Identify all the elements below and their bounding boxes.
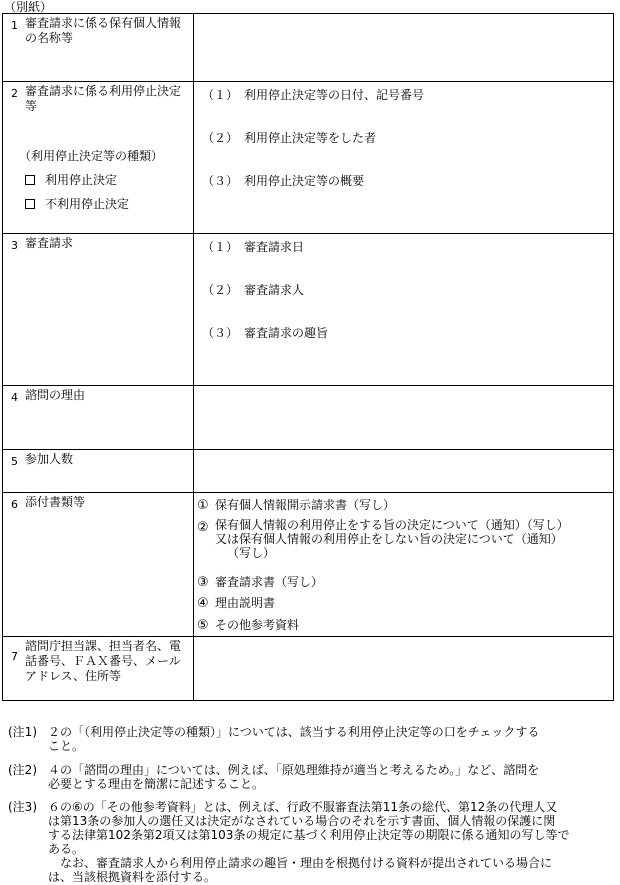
row-1-value-cell[interactable]	[194, 14, 614, 82]
attachment-item: ① 保有個人情報開示請求書（写し）	[197, 498, 396, 513]
row-label: 諮問庁担当課、担当者名、電話番号、ＦＡＸ番号、メールアドレス、住所等	[25, 639, 182, 683]
decision-item: （３） 利用停止決定等の概要	[202, 174, 365, 188]
checkbox-icon[interactable]	[25, 199, 35, 209]
row-document-name	[3, 14, 614, 82]
row-number: 5	[11, 455, 18, 468]
checkbox-icon[interactable]	[25, 175, 35, 185]
decision-types-heading: （利用停止決定等の種類）	[19, 149, 164, 163]
row-request	[3, 234, 614, 386]
row-number: 7	[11, 650, 18, 663]
row-7-value-cell[interactable]	[194, 637, 614, 701]
note-label: (注1)	[8, 725, 37, 739]
row-4-label-cell	[3, 386, 194, 450]
row-1-label-cell	[3, 14, 194, 82]
row-number: 4	[11, 391, 18, 404]
row-reason	[3, 386, 614, 450]
note-text: ４の「諮問の理由」については、例えば、「原処理維持が適当と考えるため。」など、諮問を 必要とする理由を簡潔に記述すること。	[48, 763, 540, 791]
request-item: （２） 審査請求人	[202, 283, 305, 297]
attachment-item: ② 保有個人情報の利用停止をする旨の決定について（通知）（写し）	[197, 518, 569, 535]
attachment-item: ④ 理由説明書	[197, 596, 276, 611]
row-label: 添付書類等	[25, 495, 86, 509]
row-2-value-cell[interactable]	[194, 82, 614, 234]
attachment-item: ③ 審査請求書（写し）	[197, 575, 324, 590]
row-number: 1	[11, 19, 18, 32]
row-6-value-cell[interactable]	[194, 493, 614, 637]
note-text: ６の⑥の「その他参考資料」とは、例えば、行政不服審査法第11条の総代、第12条の代理人又 は第13条の参加人の選任又は決定がなされている場合のそれを示す書面、個人情報の保護に関 する法律第102条第2項又は第103条の規定に基づく利用停止決定等の期限に係る通知の写し等で ある。 なお、審査請求人から利用停止請求の趣旨・理由を根拠付ける資料が提出されている場合に は、当該根拠資料を添付する。	[48, 800, 570, 884]
attachment-item: ⑤ その他参考資料	[197, 618, 300, 633]
row-5-label-cell	[3, 450, 194, 493]
request-item: （１） 審査請求日	[202, 240, 305, 254]
attachment-label: （別紙）	[4, 0, 53, 14]
request-item: （３） 審査請求の趣旨	[202, 326, 329, 340]
row-label: 審査請求に係る利用停止決定等	[25, 84, 182, 113]
checkbox-option[interactable]: 不利用停止決定	[25, 196, 129, 212]
row-5-value-cell[interactable]	[194, 450, 614, 493]
row-attachments	[3, 493, 614, 637]
row-decision	[3, 82, 614, 234]
row-7-label-cell	[3, 637, 194, 701]
attachment-item-continuation: （写し）	[227, 546, 276, 560]
row-3-label-cell	[3, 234, 194, 386]
row-participants	[3, 450, 614, 493]
row-number: 6	[11, 498, 18, 511]
checkbox-option[interactable]: 利用停止決定	[25, 172, 117, 188]
note-label: (注2)	[8, 763, 37, 777]
note-label: (注3)	[8, 800, 37, 814]
row-3-value-cell[interactable]	[194, 234, 614, 386]
attachment-item-continuation: 又は保有個人情報の利用停止をしない旨の決定について（通知）	[215, 532, 563, 546]
form-table	[2, 13, 614, 701]
row-4-value-cell[interactable]	[194, 386, 614, 450]
row-6-label-cell	[3, 493, 194, 637]
row-number: 3	[11, 239, 18, 252]
row-label: 審査請求	[25, 236, 74, 250]
decision-item: （２） 利用停止決定等をした者	[202, 131, 377, 145]
row-label: 審査請求に係る保有個人情報の名称等	[25, 16, 182, 45]
note-text: ２の「（利用停止決定等の種類）」については、該当する利用停止決定等の口をチェックする こと。	[48, 725, 540, 753]
row-contact	[3, 637, 614, 701]
row-2-label-cell	[3, 82, 194, 234]
row-label: 諮問の理由	[25, 388, 86, 402]
row-label: 参加人数	[25, 452, 74, 466]
row-number: 2	[11, 87, 18, 100]
decision-item: （１） 利用停止決定等の日付、記号番号	[202, 88, 425, 102]
